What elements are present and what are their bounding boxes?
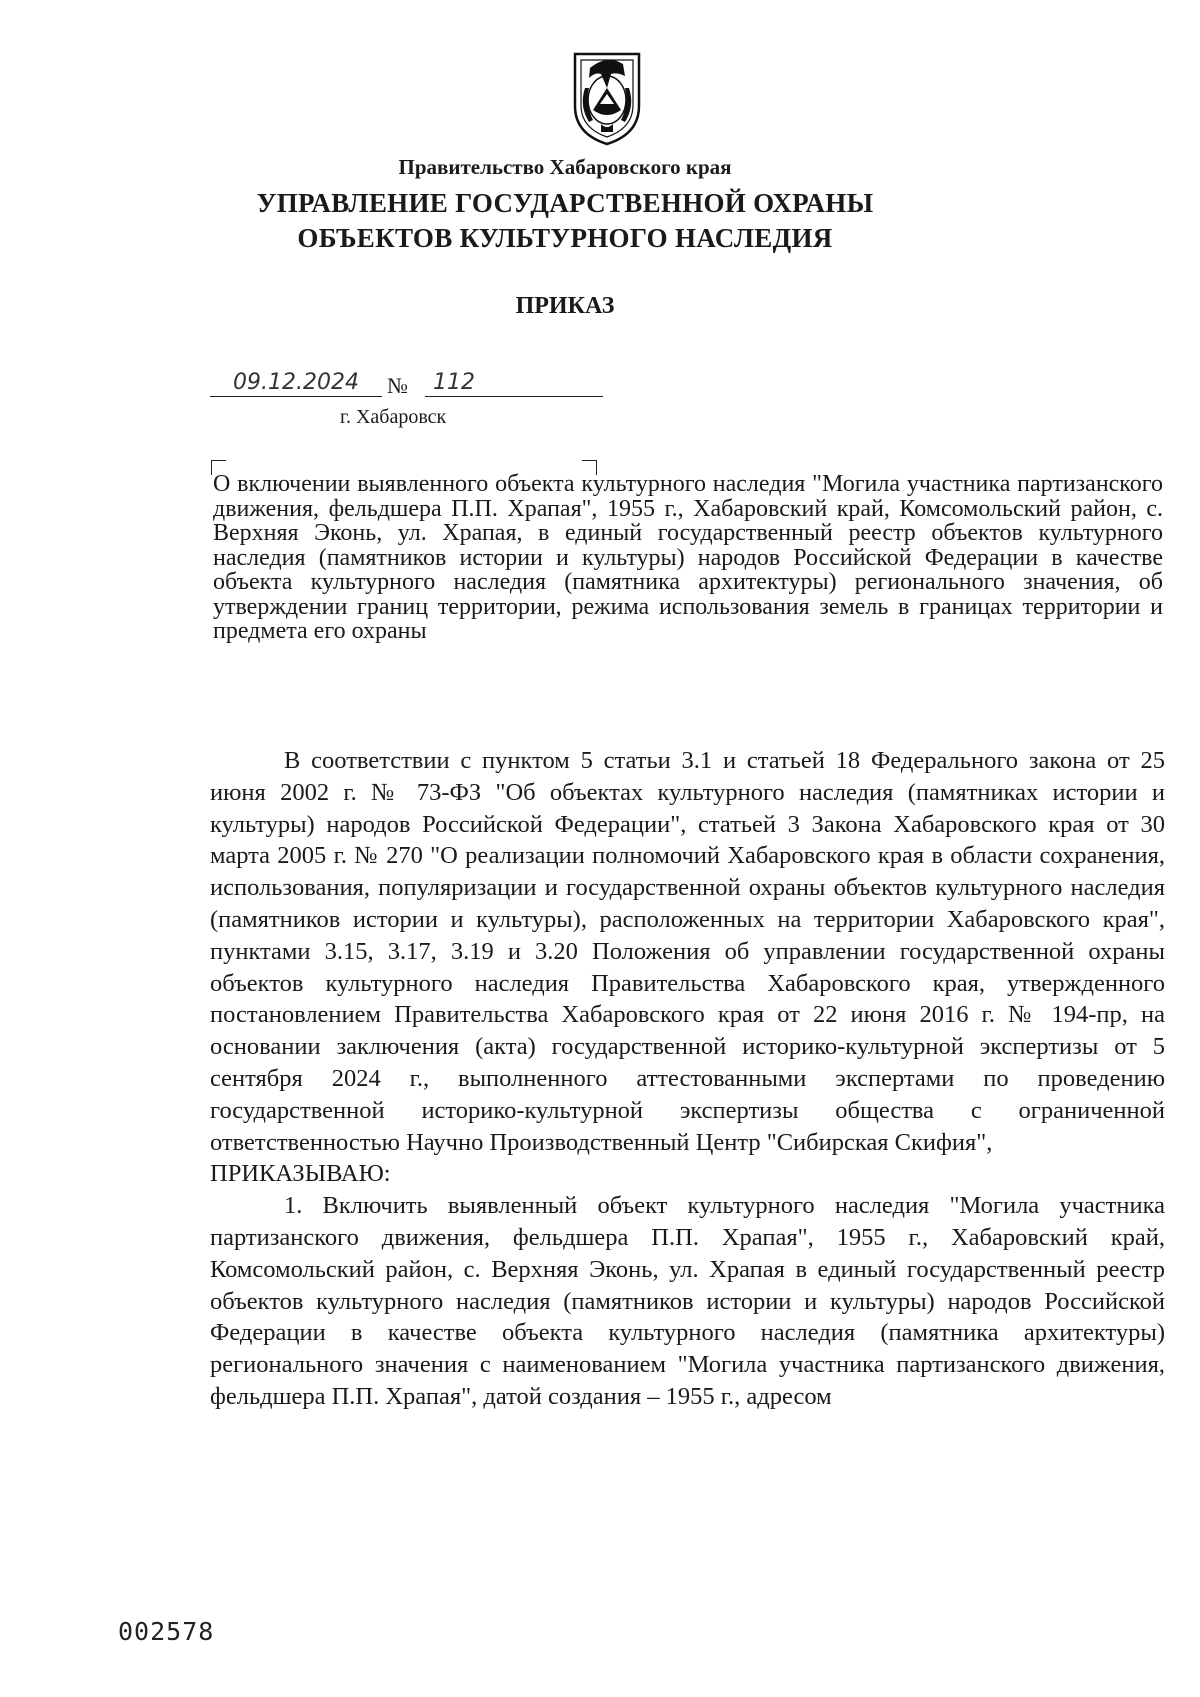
serial-number: 002578 bbox=[118, 1617, 215, 1646]
order-number: 112 bbox=[425, 370, 603, 397]
coat-of-arms-icon bbox=[567, 48, 647, 148]
order-title: О включении выявленного объекта культурного наследия "Могила участника партизанского движения, фельдшера П.П. Храпая", 1955 г., Хабаровский край, Комсомольский район, с. Верхняя Эконь, ул. Храпая, в единый государственный реестр объектов культурного наследия (памятников истории и культуры) народов Российской Федерации в качестве объекта культурного наследия (памятника архитектуры) регионального значения, об утверждении границ территории, режима использования земель в границах территории и предмета его охраны bbox=[213, 471, 1163, 644]
item-1-paragraph: 1. Включить выявленный объект культурного наследия "Могила участника партизанского движения, фельдшера П.П. Храпая", 1955 г., Хабаровский край, Комсомольский район, с. Верхняя Эконь, ул. Храпая в единый государственный реестр объектов культурного наследия (памятников истории и культуры) народов Российской Федерации в качестве объекта культурного наследия (памятника архитектуры) регионального значения с наименованием "Могила участника партизанского движения, фельдшера П.П. Храпая", датой создания – 1955 г., адресом bbox=[210, 1192, 1165, 1410]
order-date: 09.12.2024 bbox=[210, 370, 382, 397]
preamble-paragraph: В соответствии с пунктом 5 статьи 3.1 и статьей 18 Федерального закона от 25 июня 2002 г. № 73-ФЗ "Об объектах культурного наследия (памятниках истории и культуры) народов Российской Федерации", статьей 3 Закона Хабаровского края от 30 марта 2005 г. № 270 "О реализации полномочий Хабаровского края в области сохранения, использования, популяризации и государственной охраны объектов культурного наследия (памятников истории и культуры), расположенных на территории Хабаровского края", пунктами 3.15, 3.17, 3.19 и 3.20 Положения об управлении государственной охраны объектов культурного наследия Правительства Хабаровского края, утвержденного постановлением Правительства Хабаровского края от 22 июня 2016 г. № 194-пр, на основании заключения (акта) государственной историко-культурной экспертизы от 5 сентября 2024 г., выполненного аттестованными экспертами по проведению государственной историко-культурной экспертизы общества с ограниченной ответственностью Научно Производственный Центр "Сибирская Скифия", bbox=[210, 747, 1165, 1156]
government-name: Правительство Хабаровского края bbox=[398, 155, 732, 179]
document-type: ПРИКАЗ bbox=[515, 293, 615, 319]
order-body bbox=[210, 745, 1165, 1413]
order-word: ПРИКАЗЫВАЮ: bbox=[210, 1160, 391, 1188]
department-name-line2: ОБЪЕКТОВ КУЛЬТУРНОГО НАСЛЕДИЯ bbox=[297, 223, 833, 253]
number-label: № bbox=[387, 373, 408, 398]
city: г. Хабаровск bbox=[340, 406, 447, 428]
department-name-line1: УПРАВЛЕНИЕ ГОСУДАРСТВЕННОЙ ОХРАНЫ bbox=[256, 188, 874, 218]
